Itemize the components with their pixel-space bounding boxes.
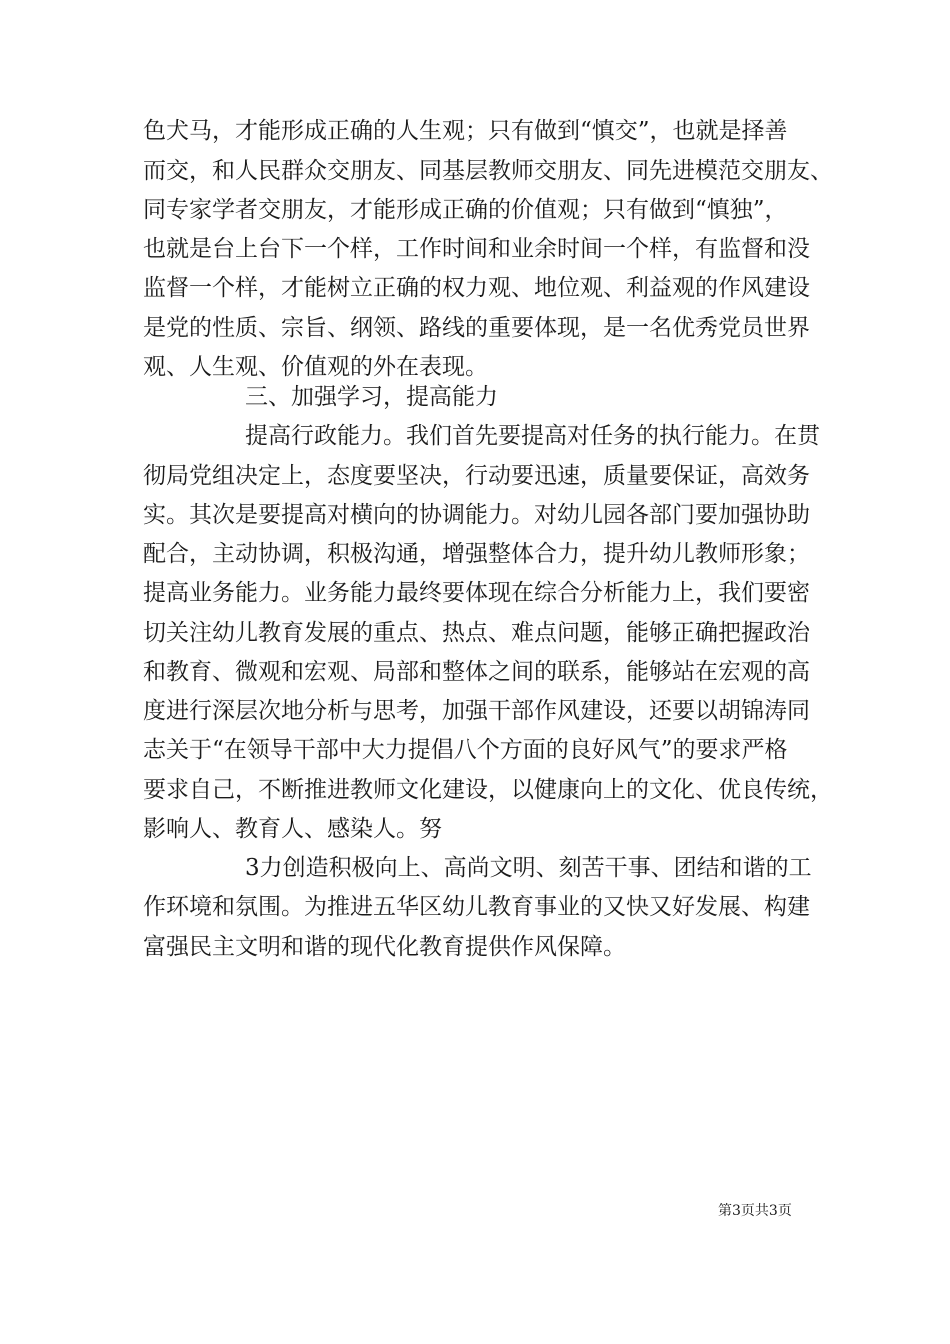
text-line-content: 而交，和人民群众交朋友、同基层教师交朋友、同先进模范交朋友、 bbox=[143, 158, 833, 184]
text-line-content: 志关于“在领导干部中大力提倡八个方面的良好风气”的要求严格 bbox=[143, 737, 788, 763]
text-line-content: 监督一个样，才能树立正确的权力观、地位观、利益观的作风建设 bbox=[143, 275, 810, 301]
text-line bbox=[0, 419, 950, 453]
text-line bbox=[0, 311, 950, 345]
text-line bbox=[0, 851, 950, 885]
text-line bbox=[0, 350, 950, 384]
text-line-content: 要求自己，不断推进教师文化建设，以健康向上的文化、优良传统， bbox=[143, 777, 833, 803]
text-line bbox=[0, 930, 950, 964]
text-line-content: 观、人生观、价值观的外在表现。 bbox=[143, 354, 488, 380]
text-line-content: 度进行深层次地分析与思考，加强干部作风建设，还要以胡锦涛同 bbox=[143, 698, 810, 724]
text-line bbox=[0, 459, 950, 493]
text-line bbox=[0, 890, 950, 924]
text-line-content: 提高业务能力。业务能力最终要体现在综合分析能力上，我们要密 bbox=[143, 580, 810, 606]
text-line-content: 是党的性质、宗旨、纲领、路线的重要体现，是一名优秀党员世界 bbox=[143, 315, 810, 341]
text-line bbox=[0, 154, 950, 188]
text-line bbox=[0, 271, 950, 305]
text-line bbox=[0, 812, 950, 846]
text-line-content: 提高行政能力。我们首先要提高对任务的执行能力。在贯 bbox=[245, 423, 820, 449]
text-line bbox=[0, 773, 950, 807]
text-line bbox=[0, 193, 950, 227]
text-line-content: 配合，主动协调，积极沟通，增强整体合力，提升幼儿教师形象； bbox=[143, 541, 810, 567]
text-line bbox=[0, 537, 950, 571]
text-line-content: 同专家学者交朋友，才能形成正确的价值观；只有做到“慎独”， bbox=[143, 197, 788, 223]
text-line bbox=[0, 655, 950, 689]
section-heading-text: 三、加强学习，提高能力 bbox=[245, 384, 498, 410]
text-line-content: 彻局党组决定上，态度要坚决，行动要迅速，质量要保证，高效务 bbox=[143, 463, 810, 489]
text-line-content: 也就是台上台下一个样，工作时间和业余时间一个样，有监督和没 bbox=[143, 236, 810, 262]
text-line-content: 影响人、教育人、感染人。努 bbox=[143, 816, 442, 842]
text-line bbox=[0, 498, 950, 532]
text-line bbox=[0, 232, 950, 266]
text-line bbox=[0, 733, 950, 767]
text-line-content: 色犬马，才能形成正确的人生观；只有做到“慎交”，也就是择善 bbox=[143, 118, 788, 144]
text-line-content: 3力创造积极向上、高尚文明、刻苦干事、团结和谐的工 bbox=[245, 855, 812, 881]
text-line bbox=[0, 114, 950, 148]
text-line-content: 富强民主文明和谐的现代化教育提供作风保障。 bbox=[143, 934, 626, 960]
text-line bbox=[0, 694, 950, 728]
text-line-content: 和教育、微观和宏观、局部和整体之间的联系，能够站在宏观的高 bbox=[143, 659, 810, 685]
text-line-content: 切关注幼儿教育发展的重点、热点、难点问题，能够正确把握政治 bbox=[143, 620, 810, 646]
text-line bbox=[0, 616, 950, 650]
section-heading bbox=[0, 380, 950, 414]
text-line-content: 实。其次是要提高对横向的协调能力。对幼儿园各部门要加强协助 bbox=[143, 502, 810, 528]
text-line-content: 作环境和氛围。为推进五华区幼儿教育事业的又快又好发展、构建 bbox=[143, 894, 810, 920]
page-number-footer: 第3页共3页 bbox=[718, 1203, 792, 1219]
text-line bbox=[0, 576, 950, 610]
